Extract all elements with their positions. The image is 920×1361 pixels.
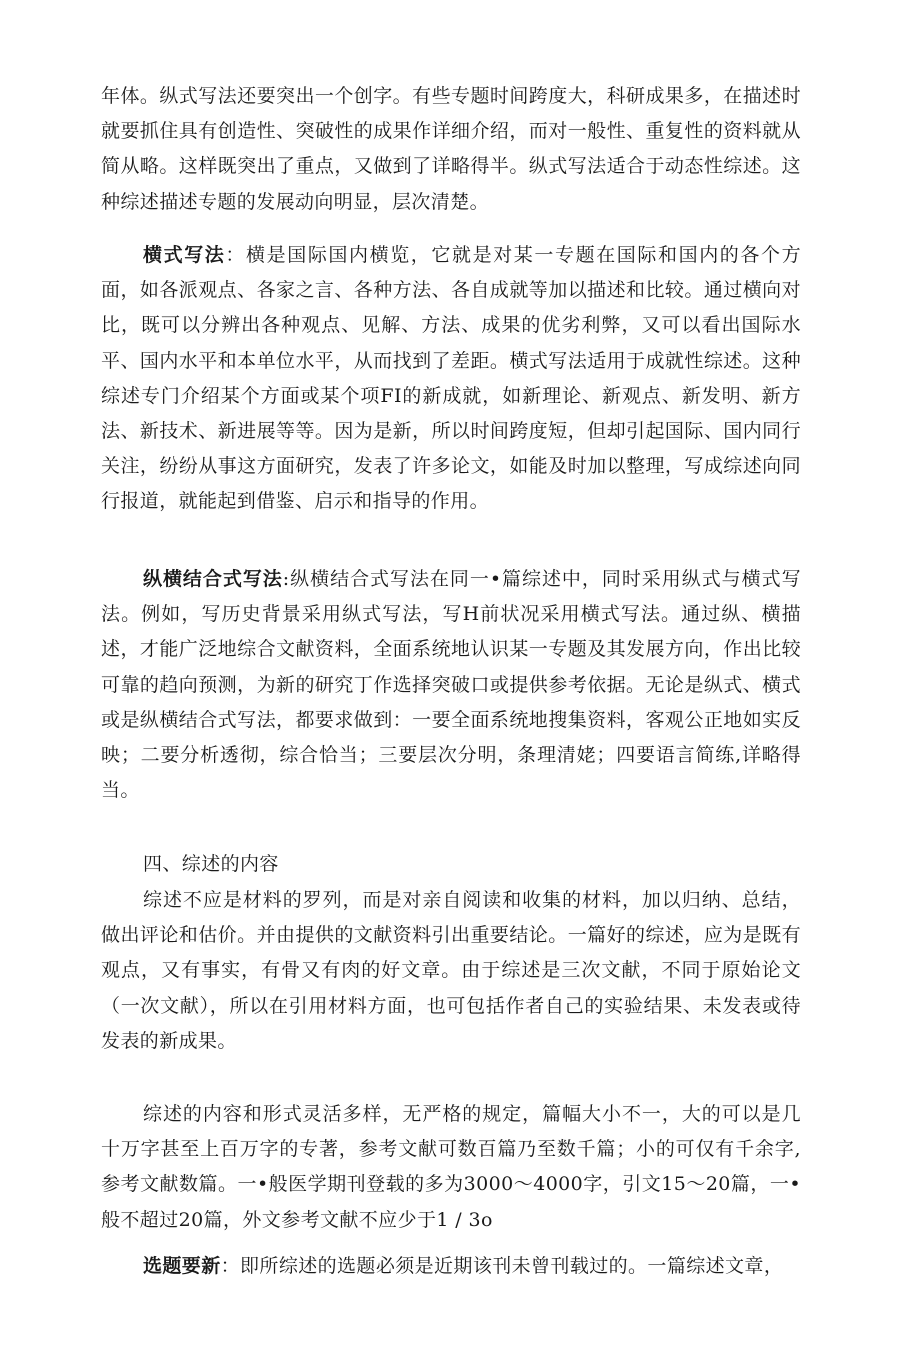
paragraph-text: 即所综述的选题必须是近期该刊未曾刊载过的。一篇综述文章，: [240, 1255, 784, 1277]
paragraph-text: 纵横结合式写法在同一•篇综述中，同时采用纵式与横式写法。例如，写历史背景采用纵式写法，写H前状况采用横式写法。通过纵、横描述，才能广泛地综合文献资料，全面系统地认识某一专题及其发展方向，作出比较可靠的趋向预测，为新的研究丁作选择突破口或提供参考依据。无论是纵式、横式或是纵横结合式写法，都要求做到：一要全面系统地搜集资料，客观公正地如实反映；二要分析透彻，综合恰当；三要层次分明，条理清姥；四要语言简练,详略得当。: [101, 568, 801, 802]
paragraph-horizontal-writing: [101, 238, 801, 520]
heading-separator: :: [282, 568, 290, 590]
paragraph-text: 年体。纵式写法还要突出一个创字。有些专题时间跨度大，科研成果多，在描述时就要抓住具有创造性、突破性的成果作详细介绍，而对一般性、重复性的资料就从简从略。这样既突出了重点，又做到了详略得半。纵式写法适合于动态性综述。这种综述描述专题的发展动向明显，层次清楚。: [101, 85, 801, 213]
paragraph-topic-selection: [101, 1249, 801, 1284]
paragraph-text: 综述不应是材料的罗列，而是对亲自阅读和收集的材料，加以归纳、总结，做出评论和估价。并由提供的文献资料引出重要结论。一篇好的综述，应为是既有观点，又有事实，有骨又有肉的好文章。由于综述是三次文献，不同于原始论文（一次文献），所以在引用材料方面，也可包括作者自己的实验结果、未发表或待发表的新成果。: [101, 889, 801, 1052]
paragraph-review-form: [101, 1097, 801, 1238]
inline-heading-combined: 纵横结合式写法: [143, 568, 283, 590]
paragraph-vertical-writing-cont: [101, 79, 801, 220]
paragraph-text: 综述的内容和形式灵活多样，无严格的规定，篇幅大小不一，大的可以是几十万字甚至上百万字的专著，参考文献可数百篇乃至数千篇；小的可仅有千余字,参考文献数篇。一•般医学期刊登载的多为3000〜4000字，引文15〜20篇，一•般不超过20篇，外文参考文献不应少于1 / 3o: [101, 1103, 801, 1231]
inline-heading-horizontal: 横式写法: [143, 244, 226, 266]
paragraph-review-content: [101, 883, 801, 1059]
heading-separator: ：: [225, 244, 247, 266]
paragraph-text: 横是国际国内横览，它就是对某一专题在国际和国内的各个方面，如各派观点、各家之言、各种方法、各自成就等加以描述和比较。通过横向对比，既可以分辨出各种观点、见解、方法、成果的优劣利弊，又可以看出国际水平、国内水平和本单位水平，从而找到了差距。横式写法适用于成就性综述。这种综述专门介绍某个方面或某个项FI的新成就，如新理论、新观点、新发明、新方法、新技术、新进展等等。因为是新，所以时间跨度短，但却引起国际、国内同行关注，纷纷从事这方面研究，发表了许多论文，如能及时加以整理，写成综述向同行报道，就能起到借鉴、启示和指导的作用。: [101, 244, 801, 513]
section-title: 四、综述的内容: [143, 853, 279, 875]
inline-heading-topic: 选题要新: [143, 1255, 221, 1277]
heading-separator: ：: [220, 1255, 241, 1277]
paragraph-combined-writing: [101, 562, 801, 808]
